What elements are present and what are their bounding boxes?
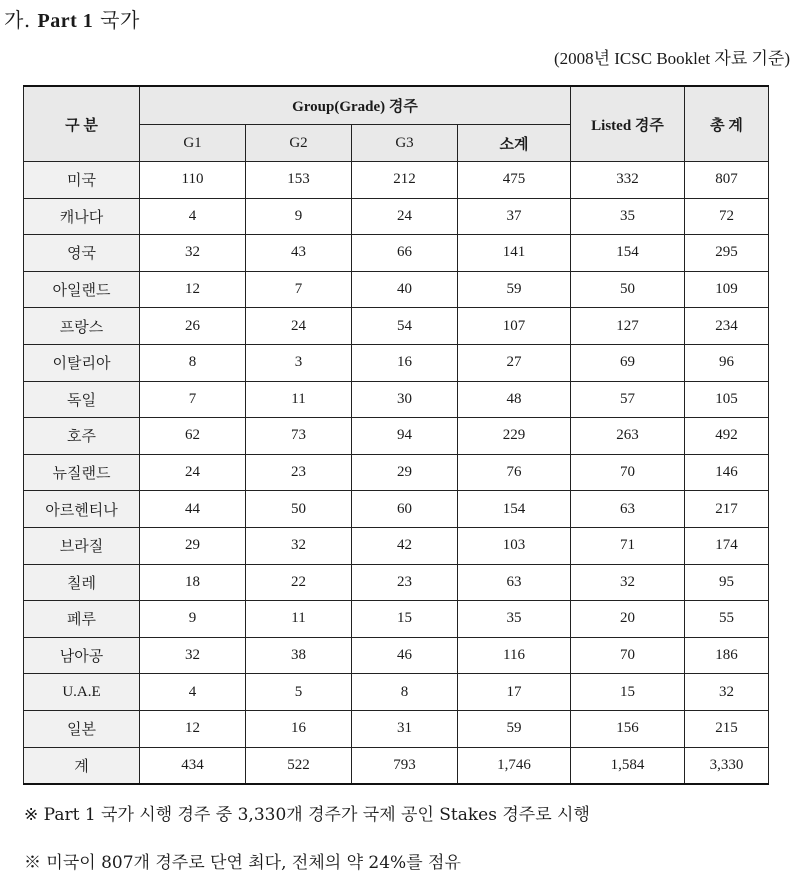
header-listed: Listed 경주 [571,86,685,162]
row-value: 71 [571,527,685,564]
row-value: 40 [352,271,458,308]
row-value: 96 [685,344,769,381]
table-row [24,344,769,381]
table-row [24,454,769,491]
row-value: 12 [140,271,246,308]
row-value: 116 [458,637,571,674]
row-value: 31 [352,710,458,747]
row-value: 332 [571,162,685,199]
total-value: 434 [140,747,246,784]
stakes-table [23,85,769,785]
row-value: 76 [458,454,571,491]
row-value: 16 [246,710,352,747]
row-value: 127 [571,308,685,345]
row-value: 154 [458,491,571,528]
row-country: 남아공 [24,637,140,674]
table-row [24,527,769,564]
row-value: 3 [246,344,352,381]
row-country: 이탈리아 [24,344,140,381]
row-value: 72 [685,198,769,235]
row-value: 63 [458,564,571,601]
section-heading [4,4,140,33]
row-value: 70 [571,637,685,674]
table-row [24,308,769,345]
row-value: 229 [458,418,571,455]
row-value: 29 [352,454,458,491]
total-value: 3,330 [685,747,769,784]
row-value: 7 [140,381,246,418]
row-value: 23 [246,454,352,491]
header-total: 총 계 [685,86,769,162]
table-row [24,491,769,528]
heading-suffix: 국가 [100,8,140,32]
row-value: 32 [246,527,352,564]
row-value: 154 [571,235,685,272]
row-value: 15 [352,601,458,638]
row-value: 17 [458,674,571,711]
row-value: 24 [140,454,246,491]
row-value: 50 [246,491,352,528]
row-value: 94 [352,418,458,455]
row-country: 미국 [24,162,140,199]
row-country: 뉴질랜드 [24,454,140,491]
row-value: 4 [140,674,246,711]
header-g1: G1 [140,125,246,162]
row-value: 217 [685,491,769,528]
table-row [24,198,769,235]
row-value: 48 [458,381,571,418]
table-row [24,710,769,747]
row-value: 54 [352,308,458,345]
row-value: 70 [571,454,685,491]
row-country: 아르헨티나 [24,491,140,528]
row-value: 37 [458,198,571,235]
total-value: 522 [246,747,352,784]
row-value: 46 [352,637,458,674]
row-value: 59 [458,271,571,308]
row-value: 234 [685,308,769,345]
table-row [24,271,769,308]
row-value: 73 [246,418,352,455]
row-value: 295 [685,235,769,272]
row-value: 95 [685,564,769,601]
total-value: 1,584 [571,747,685,784]
header-subtotal: 소계 [458,125,571,162]
row-value: 35 [458,601,571,638]
row-value: 24 [246,308,352,345]
header-g2: G2 [246,125,352,162]
row-country: U.A.E [24,674,140,711]
table-row [24,418,769,455]
row-country: 프랑스 [24,308,140,345]
row-value: 212 [352,162,458,199]
row-country: 호주 [24,418,140,455]
row-value: 18 [140,564,246,601]
row-value: 174 [685,527,769,564]
row-value: 22 [246,564,352,601]
row-value: 50 [571,271,685,308]
row-value: 7 [246,271,352,308]
row-country: 일본 [24,710,140,747]
row-country: 캐나다 [24,198,140,235]
row-country: 브라질 [24,527,140,564]
row-value: 15 [571,674,685,711]
row-value: 263 [571,418,685,455]
row-value: 141 [458,235,571,272]
row-value: 59 [458,710,571,747]
row-value: 8 [352,674,458,711]
row-value: 105 [685,381,769,418]
table-row [24,637,769,674]
table-row [24,235,769,272]
row-value: 43 [246,235,352,272]
row-value: 110 [140,162,246,199]
row-value: 107 [458,308,571,345]
row-value: 156 [571,710,685,747]
row-country: 페루 [24,601,140,638]
table-row [24,381,769,418]
row-value: 5 [246,674,352,711]
header-category: 구 분 [24,86,140,162]
row-value: 62 [140,418,246,455]
row-value: 26 [140,308,246,345]
row-value: 69 [571,344,685,381]
row-value: 32 [685,674,769,711]
row-value: 186 [685,637,769,674]
total-value: 793 [352,747,458,784]
row-country: 독일 [24,381,140,418]
row-value: 8 [140,344,246,381]
row-value: 4 [140,198,246,235]
row-value: 38 [246,637,352,674]
row-value: 55 [685,601,769,638]
heading-bold: Part 1 [37,10,94,32]
row-value: 32 [140,235,246,272]
source-note: (2008년 ICSC Booklet 자료 기준) [553,49,790,68]
row-value: 35 [571,198,685,235]
row-value: 215 [685,710,769,747]
row-value: 66 [352,235,458,272]
row-value: 9 [246,198,352,235]
row-value: 44 [140,491,246,528]
table-body [24,162,769,785]
header-group: Group(Grade) 경주 [140,86,571,125]
table-row [24,601,769,638]
row-value: 12 [140,710,246,747]
heading-prefix: 가. [4,8,31,32]
row-value: 32 [571,564,685,601]
row-value: 807 [685,162,769,199]
note-2: ※ 미국이 807개 경주로 단연 최다, 전체의 약 24%를 점유 [24,853,461,873]
table-row [24,674,769,711]
table-row [24,162,769,199]
row-value: 11 [246,381,352,418]
row-value: 9 [140,601,246,638]
row-value: 146 [685,454,769,491]
row-value: 42 [352,527,458,564]
row-value: 29 [140,527,246,564]
table-row [24,564,769,601]
row-value: 109 [685,271,769,308]
row-value: 24 [352,198,458,235]
row-value: 16 [352,344,458,381]
row-value: 30 [352,381,458,418]
row-value: 20 [571,601,685,638]
row-value: 492 [685,418,769,455]
row-value: 23 [352,564,458,601]
row-country: 영국 [24,235,140,272]
row-value: 475 [458,162,571,199]
table-total-row [24,747,769,784]
row-value: 32 [140,637,246,674]
row-value: 63 [571,491,685,528]
row-value: 103 [458,527,571,564]
row-value: 60 [352,491,458,528]
row-value: 11 [246,601,352,638]
total-value: 1,746 [458,747,571,784]
total-label: 계 [24,747,140,784]
row-value: 153 [246,162,352,199]
row-country: 아일랜드 [24,271,140,308]
note-1: ※ Part 1 국가 시행 경주 중 3,330개 경주가 국제 공인 Stakes 경주로 시행 [24,805,590,825]
row-country: 칠레 [24,564,140,601]
row-value: 57 [571,381,685,418]
row-value: 27 [458,344,571,381]
header-g3: G3 [352,125,458,162]
